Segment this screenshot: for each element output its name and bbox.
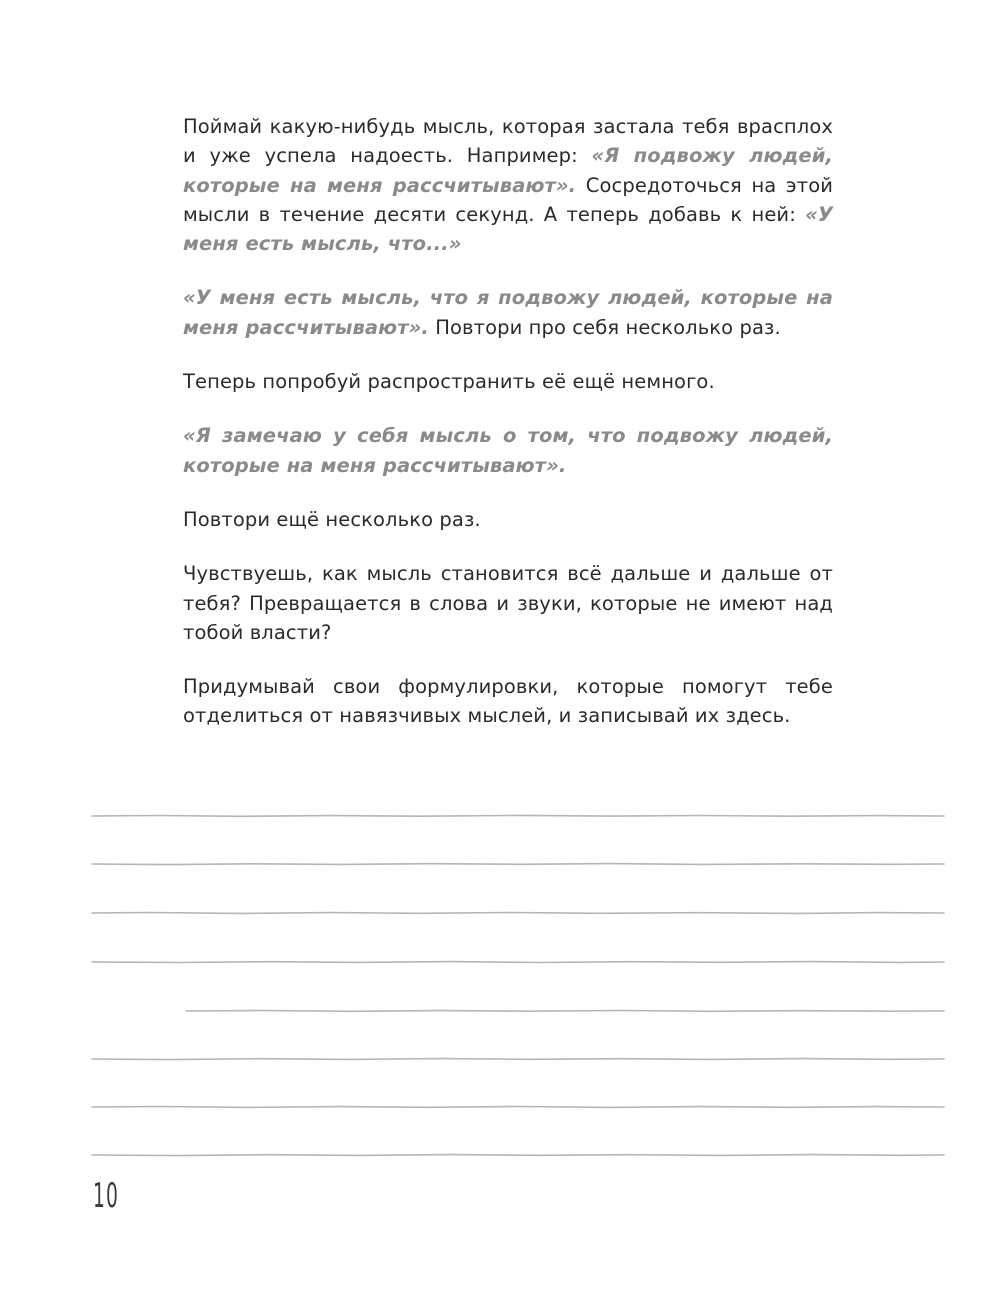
paragraph-6: Чувствуешь, как мысль становится всё дальше и дальше от тебя? Превращается в слова и звуки, которые не имеют над тобой власти? bbox=[183, 562, 833, 644]
writing-line-8 bbox=[92, 1155, 944, 1156]
paragraph-1-quote-b: «У меня есть мысль, что...» bbox=[183, 202, 833, 256]
writing-line-6 bbox=[92, 1059, 944, 1060]
paragraph-7: Придумывай свои формулировки, которые помогут тебе отделиться от навязчивых мыслей, и записывай их здесь. bbox=[183, 675, 833, 728]
writing-line-1 bbox=[92, 815, 944, 816]
paragraph-1-text-b: Сосредоточься на этой мысли в течение десяти секунд. А теперь добавь к ней: bbox=[183, 173, 833, 226]
writing-line-5 bbox=[186, 1011, 944, 1012]
paragraph-1-quote-a: «Я подвожу людей, которые на меня рассчитывают». bbox=[183, 144, 833, 197]
paragraph-5: Повтори ещё несколько раз. bbox=[183, 507, 481, 531]
writing-line-3 bbox=[92, 913, 944, 914]
paragraph-2-text: Повтори про себя несколько раз. bbox=[428, 315, 781, 339]
page-number: 10 bbox=[93, 1176, 119, 1216]
writing-line-7 bbox=[92, 1107, 944, 1108]
paragraph-3: Теперь попробуй распространить её ещё немного. bbox=[183, 370, 715, 394]
paragraph-2-quote: «У меня есть мысль, что я подвожу людей, которые на меня рассчитывают». bbox=[183, 286, 833, 339]
paragraph-1-text-a: Поймай какую-нибудь мысль, которая застала тебя врасплох и уже успела надоесть. Например: bbox=[183, 115, 833, 168]
writing-line-4 bbox=[92, 962, 944, 963]
paragraph-4-quote: «Я замечаю у себя мысль о том, что подвожу людей, которые на меня рассчитывают». bbox=[183, 424, 833, 477]
writing-line-2 bbox=[92, 864, 944, 865]
